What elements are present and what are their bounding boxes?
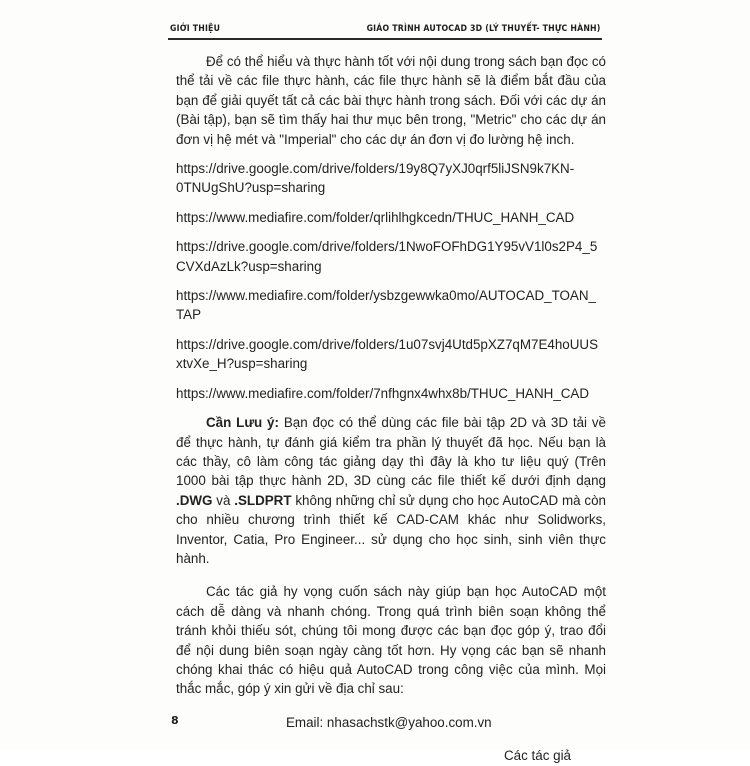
page-number: 8	[171, 714, 179, 727]
header-section-title: GIỚI THIỆU	[170, 24, 221, 34]
header-book-title: GIÁO TRÌNH AUTOCAD 3D (LÝ THUYẾT- THỰC HÀNH)	[366, 24, 601, 34]
page-body	[176, 52, 606, 766]
closing-paragraph: Các tác giả hy vọng cuốn sách này giúp bạn học AutoCAD một cách dễ dàng và nhanh chóng. Trong quá trình biên soạn không thể tránh khỏi thiếu sót, chúng tôi mong được các bạn đọc góp ý, trao đổi để nội dung biên soạn ngày càng tốt hơn. Hy vọng các bạn sẽ nhanh chóng khai thác có hiệu quả AutoCAD trong công việc của mình. Mọi thắc mắc, góp ý xin gửi về địa chỉ sau:	[176, 584, 606, 697]
note-text-3: không những chỉ sử dụng cho học AutoCAD mà còn cho nhiều chương trình thiết kế CAD-CAM khác như Solidworks, Inventor, Catia, Pro Engineer... sử dụng cho học sinh, sinh viên thực hành.	[176, 492, 606, 566]
contact-email: Email: nhasachstk@yahoo.com.vn	[286, 714, 492, 730]
download-link-3: https://drive.google.com/drive/folders/1NwoFOFhDG1Y95vV1l0s2P4_5 CVXdAzLk?usp=sharing	[176, 239, 598, 274]
download-link-1: https://drive.google.com/drive/folders/19y8Q7yXJ0qrf5liJSN9k7KN- 0TNUgShU?usp=sharing	[176, 161, 575, 196]
note-format-dwg: .DWG	[176, 492, 213, 508]
note-paragraph	[176, 413, 606, 568]
signature: Các tác giả	[504, 748, 571, 764]
header-rule	[168, 38, 602, 40]
note-label: Cần Lưu ý:	[206, 415, 279, 431]
download-link-6: https://www.mediafire.com/folder/7nfhgnx4whx8b/THUC_HANH_CAD	[176, 385, 590, 401]
note-format-sldprt: .SLDPRT	[234, 492, 292, 508]
download-link-2: https://www.mediafire.com/folder/qrlihlhgkcedn/THUC_HANH_CAD	[176, 209, 575, 225]
note-text-2: và	[212, 492, 235, 508]
download-link-5: https://drive.google.com/drive/folders/1u07svj4Utd5pXZ7qM7E4hoUUS xtvXe_H?usp=sharing	[176, 336, 599, 372]
running-header	[170, 20, 601, 40]
intro-paragraph: Để có thể hiểu và thực hành tốt với nội dung trong sách bạn đọc có thể tải về các file thực hành, các file thực hành sẽ là điểm bắt đầu của bạn để giải quyết tất cả các bài thực hành trong sách. Đối với các dự án (Bài tập), bạn sẽ tìm thấy hai thư mục bên trong, "Metric" cho các dự án đơn vị hệ mét và "Imperial" cho các dự án đơn vị đo lường hệ inch.	[176, 54, 606, 147]
note-text-1: Bạn đọc có thể dùng các file bài tập 2D và 3D tải về để thực hành, tự đánh giá kiểm tra phần lý thuyết đã học. Nếu bạn là các thầy, cô làm công tác giảng dạy thì đây là kho tư liệu quý (Trên 1000 bài tập thực hành 2D, 3D cùng các file thiết kế dưới định dạng	[176, 415, 606, 489]
download-link-4: https://www.mediafire.com/folder/ysbzgewwka0mo/AUTOCAD_TOAN_ TAP	[176, 288, 596, 323]
